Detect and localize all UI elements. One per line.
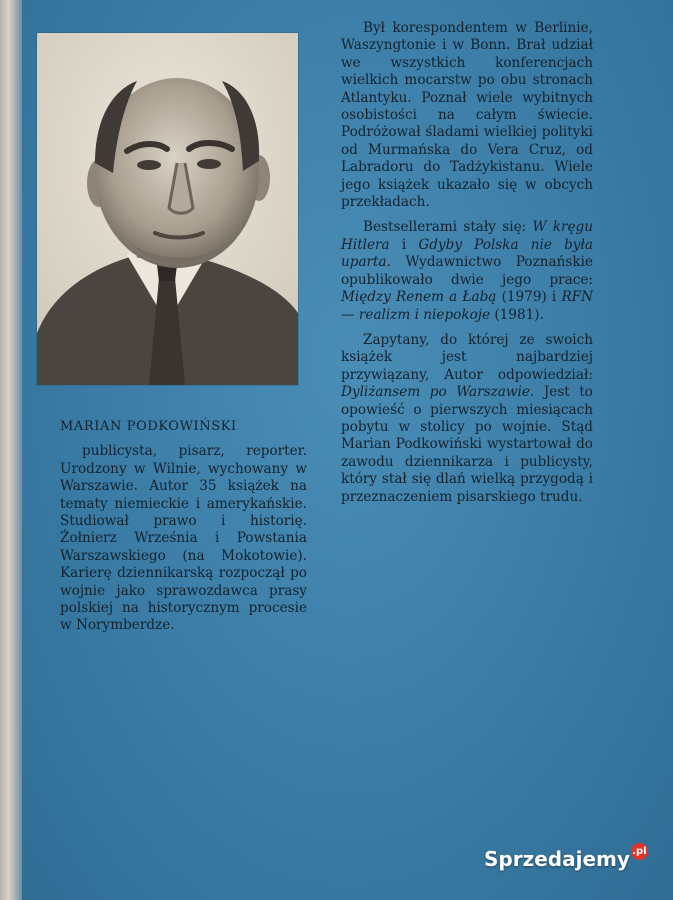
author-name: MARIAN PODKOWIŃSKI [60,419,237,434]
book-title: Gdyby Polska nie była uparta [341,236,593,271]
author-portrait-photo [37,33,298,385]
book-title: RFN — realizm i niepokoje [341,289,593,323]
text-run: (1981). [490,306,544,323]
watermark-text: Sprzedajemy [484,847,630,871]
text-run: . Jest to opowieść o pierwszych miesiącach pobytu w stolicy po wojnie. Stąd Marian Podkowiński wystartował do zawodu dziennikarza i publicysty, który stał się dlań wielką przygodą i przeznaczeniem pisarskiego trudu. [341,384,593,505]
right-text-column [341,20,593,514]
text-run: . Wydawnictwo Poznańskie opublikowało dwie jego prace: [341,254,593,288]
text-run: Bestsellerami stały się: [363,219,533,236]
text-run: Zapytany, do której ze swoich książek jest najbardziej przywiązany, Autor odpowiedział: [341,331,593,383]
text-run: (1979) i [496,289,562,306]
book-title: Dyliżansem po Warszawie [341,384,530,401]
bestsellers-paragraph [341,219,593,323]
book-title: W kręgu Hitlera [341,219,593,253]
book-spine-edge [0,0,22,900]
book-title: Między Renem a Łabą [341,289,497,306]
career-paragraph: Był korespondentem w Berlinie, Waszyngtonie i w Bonn. Brał udział we wszystkich konferencjach wielkich mocarstw po obu stronach Atlantyku. Poznał wiele wybitnych osobistości na całym świecie. Podróżował śladami wielkiej polityki od Murmańska do Vera Cruz, od Labradoru do Tadżykistanu. Wiele jego książek ukazało się w obcych przekładach. [341,20,593,211]
biography-paragraph: publicysta, pisarz, reporter. Urodzony w Wilnie, wychowany w Warszawie. Autor 35 książek na tematy niemieckie i amerykańskie. Studiował prawo i historię. Żołnierz Września i Powstania Warszawskiego (na Mokotowie). Karierę dziennikarską rozpoczął po wojnie jako sprawozdawca prasy polskiej na historycznym procesie w Norymberdze. [60,443,307,634]
left-text-column [60,418,307,643]
favorite-book-paragraph [341,332,593,506]
watermark-pl-badge: .pl [631,843,648,860]
sprzedajemy-watermark [484,847,654,881]
text-run: i [389,236,419,253]
